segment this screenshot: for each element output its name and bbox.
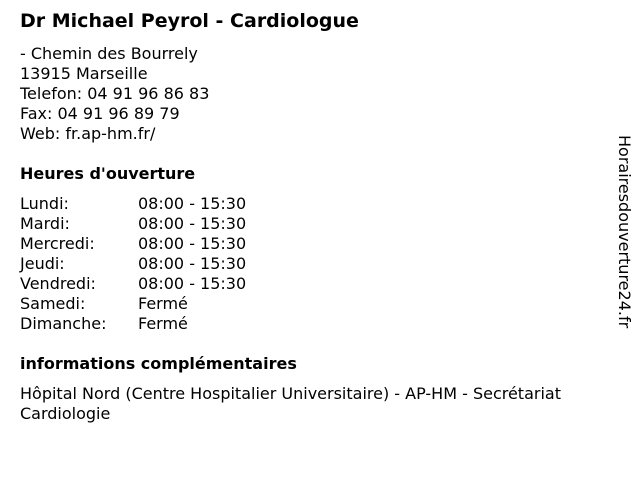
opening-hours-table: [20, 194, 246, 334]
day-hours: 08:00 - 15:30: [138, 254, 247, 273]
hours-row-tuesday: [20, 214, 246, 234]
day-label: Vendredi:: [20, 274, 96, 293]
hours-row-thursday: [20, 254, 246, 274]
contact-block: [20, 44, 209, 144]
day-label: Mercredi:: [20, 234, 95, 253]
website: Web: fr.ap-hm.fr/: [20, 124, 156, 143]
hours-row-sunday: [20, 314, 246, 334]
day-hours: 08:00 - 15:30: [138, 194, 247, 213]
day-hours: Fermé: [138, 294, 188, 313]
address-city: 13915 Marseille: [20, 64, 148, 83]
additional-info-text: Hôpital Nord (Centre Hospitalier Universitaire) - AP-HM - Secrétariat Cardiologie: [20, 384, 561, 423]
day-label: Dimanche:: [20, 314, 107, 333]
day-label: Samedi:: [20, 294, 86, 313]
hours-row-wednesday: [20, 234, 246, 254]
day-hours: 08:00 - 15:30: [138, 234, 247, 253]
day-label: Jeudi:: [20, 254, 65, 273]
site-watermark: Horairesdouverture24.fr: [615, 135, 634, 329]
day-label: Mardi:: [20, 214, 70, 233]
address-street: - Chemin des Bourrely: [20, 44, 198, 63]
page-title: Dr Michael Peyrol - Cardiologue: [20, 10, 359, 32]
phone-number: Telefon: 04 91 96 86 83: [20, 84, 210, 103]
hours-row-friday: [20, 274, 246, 294]
day-hours: 08:00 - 15:30: [138, 274, 247, 293]
day-hours: Fermé: [138, 314, 188, 333]
hours-row-saturday: [20, 294, 246, 314]
opening-hours-heading: Heures d'ouverture: [20, 164, 196, 183]
day-hours: 08:00 - 15:30: [138, 214, 247, 233]
additional-info-heading: informations complémentaires: [20, 354, 297, 373]
day-label: Lundi:: [20, 194, 69, 213]
fax-number: Fax: 04 91 96 89 79: [20, 104, 180, 123]
hours-row-monday: [20, 194, 246, 214]
